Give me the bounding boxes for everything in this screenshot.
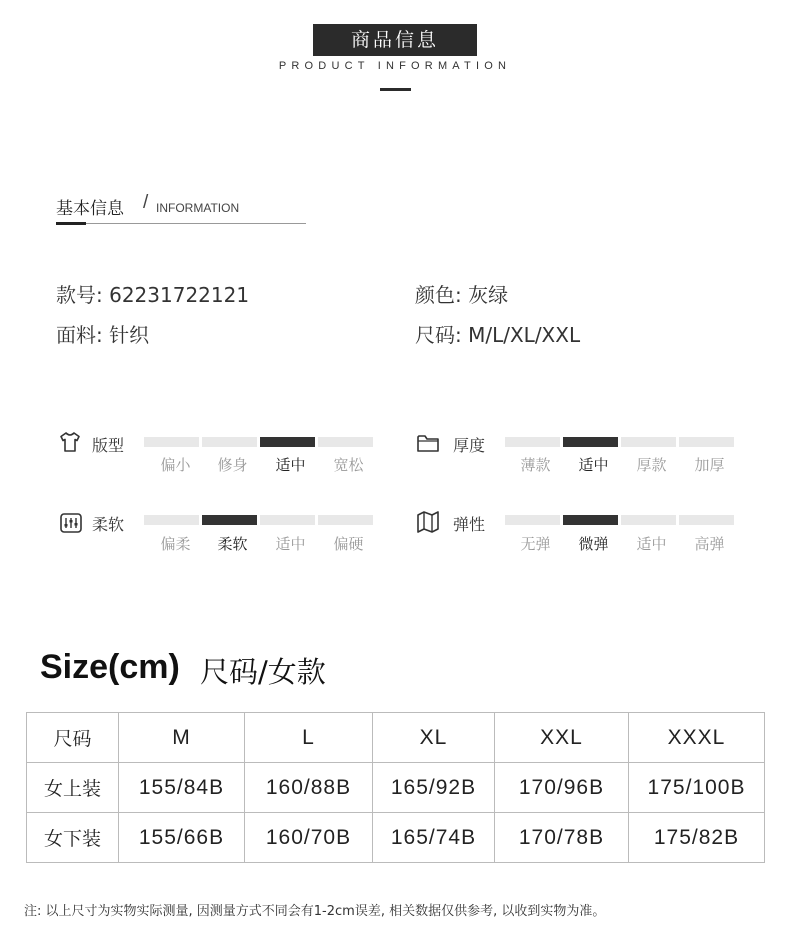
attr-label-fit: 版型: [92, 436, 125, 455]
scale-segment: [505, 437, 560, 447]
size-chart-subtitle: 尺码/女款: [200, 655, 326, 689]
attr-label-elasticity: 弹性: [453, 515, 486, 534]
divider: [380, 88, 411, 91]
basic-info-slash: /: [143, 192, 149, 213]
scale-segment: [621, 437, 676, 447]
table-cell: 165/92B: [373, 763, 495, 813]
basic-info-title: 基本信息: [56, 199, 124, 219]
scale-segment: [318, 515, 373, 525]
scale-option: 高弹: [694, 535, 725, 553]
table-header-row: [27, 713, 765, 763]
map-fold-icon: [416, 510, 440, 534]
scale-option-selected: 适中: [275, 456, 306, 474]
table-header-cell: L: [245, 713, 373, 763]
scale-segment-selected: [260, 437, 315, 447]
table-cell: 165/74B: [373, 813, 495, 863]
table-header-cell: M: [119, 713, 245, 763]
scale-segment-selected: [563, 437, 618, 447]
table-cell: 160/88B: [245, 763, 373, 813]
table-cell: 155/66B: [119, 813, 245, 863]
basic-info-subtitle: INFORMATION: [156, 201, 240, 215]
scale-option: 偏硬: [333, 535, 364, 553]
scale-option: 薄款: [520, 456, 551, 474]
size-chart-title: Size(cm): [40, 648, 180, 686]
scale-option: 适中: [636, 535, 667, 553]
tshirt-icon: [58, 430, 82, 454]
table-cell: 175/82B: [629, 813, 765, 863]
scale-option: 适中: [275, 535, 306, 553]
size-table: [26, 712, 765, 863]
table-cell: 170/96B: [495, 763, 629, 813]
table-header-cell: XL: [373, 713, 495, 763]
table-header-cell: 尺码: [27, 713, 119, 763]
attr-label-thickness: 厚度: [453, 436, 486, 455]
scale-option-selected: 适中: [578, 456, 609, 474]
table-cell: 170/78B: [495, 813, 629, 863]
scale-option: 偏柔: [160, 535, 191, 553]
table-cell: 160/70B: [245, 813, 373, 863]
scale-option-selected: 微弹: [578, 535, 609, 553]
sliders-icon: [59, 511, 83, 535]
scale-segment: [202, 437, 257, 447]
scale-segment: [144, 437, 199, 447]
color-info: 颜色: 灰绿: [415, 283, 509, 307]
table-header-cell: XXXL: [629, 713, 765, 763]
table-row: [27, 763, 765, 813]
scale-option: 厚款: [636, 456, 667, 474]
scale-option: 偏小: [160, 456, 191, 474]
scale-option: 无弹: [520, 535, 551, 553]
measurement-note: 注: 以上尺寸为实物实际测量, 因测量方式不同会有1-2cm误差, 相关数据仅供参考, 以收到实物为准。: [24, 904, 606, 919]
section-title: 商品信息: [313, 24, 477, 56]
basic-info-underline: [56, 223, 306, 224]
scale-option: 修身: [217, 456, 248, 474]
scale-segment-selected: [563, 515, 618, 525]
table-cell: 155/84B: [119, 763, 245, 813]
scale-segment-selected: [202, 515, 257, 525]
basic-info-underline-accent: [56, 222, 86, 225]
scale-segment: [144, 515, 199, 525]
attr-label-softness: 柔软: [92, 515, 125, 534]
size-info: 尺码: M/L/XL/XXL: [415, 323, 581, 347]
table-row-label: 女下装: [27, 813, 119, 863]
scale-segment: [621, 515, 676, 525]
scale-segment: [679, 437, 734, 447]
scale-option: 宽松: [333, 456, 364, 474]
scale-option: 加厚: [694, 456, 725, 474]
scale-segment: [505, 515, 560, 525]
scale-option-selected: 柔软: [217, 535, 248, 553]
scale-segment: [260, 515, 315, 525]
scale-segment: [318, 437, 373, 447]
table-cell: 175/100B: [629, 763, 765, 813]
fabric-info: 面料: 针织: [56, 323, 150, 347]
scale-segment: [679, 515, 734, 525]
style-number: 款号: 62231722121: [56, 283, 250, 307]
folder-icon: [416, 431, 440, 455]
table-row: [27, 813, 765, 863]
section-subtitle: PRODUCT INFORMATION: [278, 60, 512, 72]
table-header-cell: XXL: [495, 713, 629, 763]
table-row-label: 女上装: [27, 763, 119, 813]
